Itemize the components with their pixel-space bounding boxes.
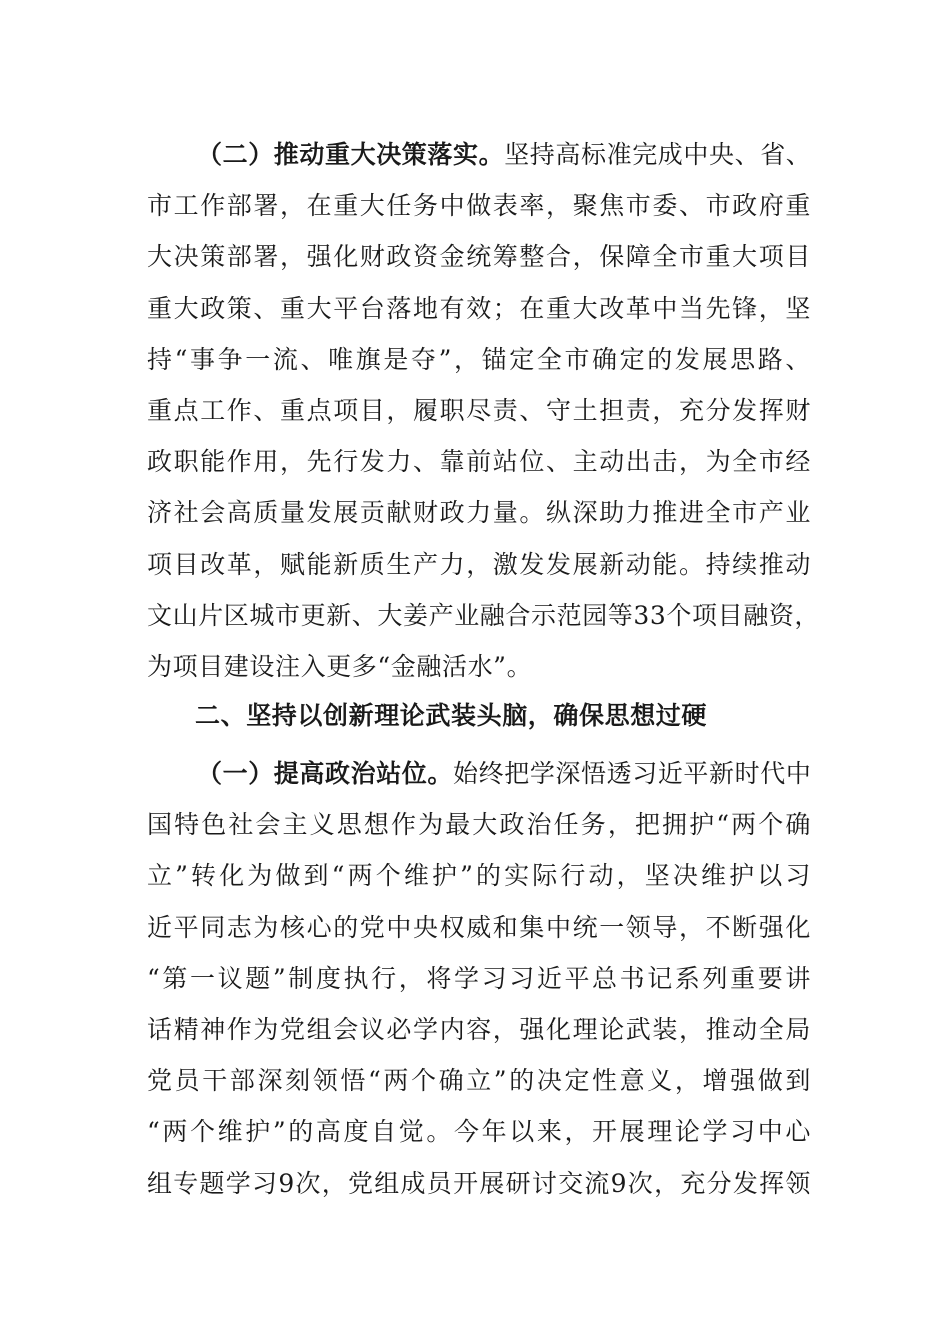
paragraph-line: 国特色社会主义思想作为最大政治任务，把拥护“两个确 bbox=[147, 810, 811, 840]
paragraph-line: 持“事争一流、唯旗是夺”，锚定全市确定的发展思路、 bbox=[147, 344, 811, 374]
paragraph-line: 政职能作用，先行发力、靠前站位、主动出击，为全市经 bbox=[147, 447, 811, 477]
paragraph-line: 项目改革，赋能新质生产力，激发发展新动能。持续推动 bbox=[147, 549, 811, 579]
paragraph-line: 近平同志为核心的党中央权威和集中统一领导，不断强化 bbox=[147, 912, 811, 942]
paragraph-line: （二）推动重大决策落实。坚持高标准完成中央、省、 bbox=[197, 140, 812, 169]
paragraph-line: 济社会高质量发展贡献财政力量。纵深助力推进全市产业 bbox=[147, 498, 811, 528]
paragraph-line: 党员干部深刻领悟“两个确立”的决定性意义，增强做到 bbox=[147, 1066, 811, 1096]
paragraph-line: （一）提高政治站位。始终把学深悟透习近平新时代中 bbox=[197, 759, 812, 788]
paragraph-line: 立”转化为做到“两个维护”的实际行动，坚决维护以习 bbox=[147, 861, 811, 891]
paragraph-line: 重点工作、重点项目，履职尽责、守土担责，充分发挥财 bbox=[147, 396, 811, 426]
paragraph-line: 大决策部署，强化财政资金统筹整合，保障全市重大项目 bbox=[147, 242, 811, 272]
paragraph-line: 为项目建设注入更多“金融活水”。 bbox=[147, 652, 533, 682]
paragraph-political-standing bbox=[147, 748, 811, 1209]
section-lead-title: （二）推动重大决策落实。 bbox=[197, 140, 505, 169]
section-heading: 二、坚持以创新理论武装头脑，确保思想过硬 bbox=[195, 701, 708, 730]
paragraph-line: 市工作部署，在重大任务中做表率，聚焦市委、市政府重 bbox=[147, 191, 811, 221]
paragraph-decision-implementation bbox=[147, 129, 821, 692]
paragraph-line: 组专题学习9次，党组成员开展研讨交流9次，充分发挥领 bbox=[147, 1168, 811, 1198]
paragraph-line: 重大政策、重大平台落地有效；在重大改革中当先锋，坚 bbox=[147, 293, 811, 323]
section-lead-title: （一）提高政治站位。 bbox=[197, 759, 454, 788]
paragraph-line: 文山片区城市更新、大姜产业融合示范园等33个项目融资， bbox=[147, 600, 821, 630]
paragraph-line: “两个维护”的高度自觉。今年以来，开展理论学习中心 bbox=[147, 1117, 811, 1147]
paragraph-line: “第一议题”制度执行，将学习习近平总书记系列重要讲 bbox=[147, 963, 811, 993]
paragraph-line: 话精神作为党组会议必学内容，强化理论武装，推动全局 bbox=[147, 1015, 811, 1045]
